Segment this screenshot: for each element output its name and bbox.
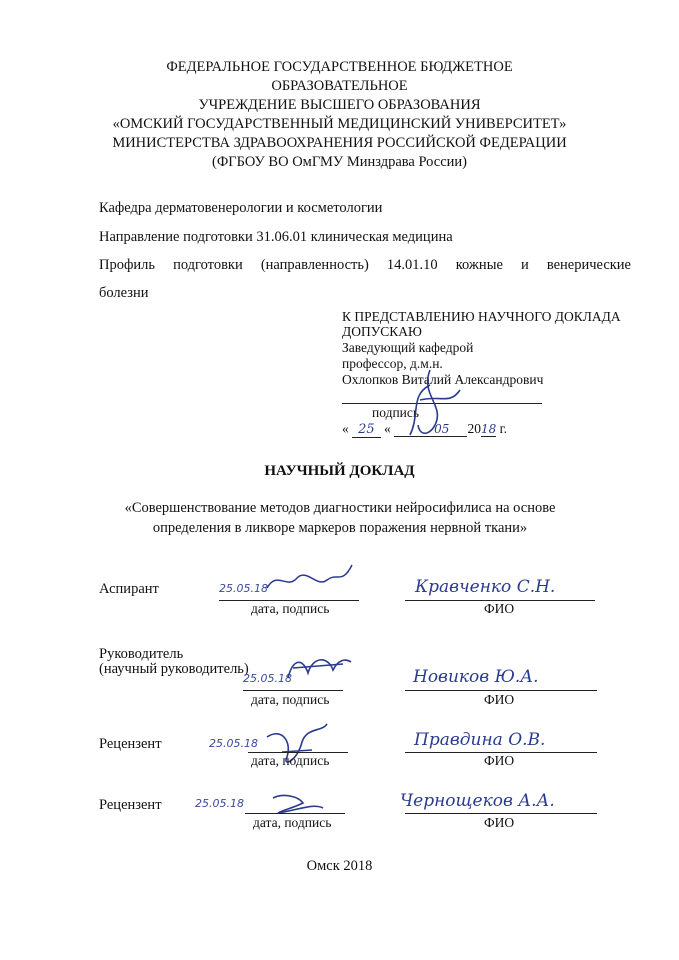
name-caption: ФИО [484, 601, 515, 616]
signature-line [243, 690, 343, 691]
direction: Направление подготовки 31.06.01 клиническая медицина [99, 229, 453, 245]
signatory-role: Рецензент [99, 736, 162, 752]
name-line [405, 690, 597, 691]
signature-date: 25.05.18 [195, 797, 244, 810]
approval-line1: К ПРЕДСТАВЛЕНИЮ НАУЧНОГО ДОКЛАДА [342, 309, 621, 324]
head-of-department-name: Охлопков Виталий Александрович [342, 372, 544, 387]
date-quote: « [384, 421, 391, 436]
signatory-name: Правдина О.В. [414, 730, 546, 750]
signature-date: 25.05.18 [209, 737, 258, 750]
document-title: НАУЧНЫЙ ДОКЛАД [264, 463, 415, 479]
institution-header [0, 58, 679, 172]
department: Кафедра дерматовенерологии и косметологии [99, 200, 383, 216]
header-line: УЧРЕЖДЕНИЕ ВЫСШЕГО ОБРАЗОВАНИЯ [198, 97, 481, 113]
signatory-name: Новиков Ю.А. [413, 667, 539, 687]
date-quote: « [342, 421, 349, 436]
signature-icon [283, 648, 353, 688]
signatory-role: Аспирант [99, 581, 159, 597]
report-topic [60, 498, 620, 538]
city-year: Омск 2018 [306, 858, 373, 874]
signature-caption: дата, подпись [251, 601, 330, 616]
date-year: 18 [480, 422, 497, 436]
name-caption: ФИО [484, 692, 515, 707]
profile-line: Профиль подготовки (направленность) 14.01.10 кожные и венерические [99, 257, 631, 273]
name-caption: ФИО [484, 815, 515, 830]
header-line: МИНИСТЕРСТВА ЗДРАВООХРАНЕНИЯ РОССИЙСКОЙ ФЕДЕРАЦИИ [112, 135, 567, 151]
name-line [405, 813, 597, 814]
date-month: 05 [394, 422, 467, 437]
header-line: ФЕДЕРАЛЬНОЕ ГОСУДАРСТВЕННОЕ БЮДЖЕТНОЕ [166, 59, 513, 75]
header-line: (ФГБОУ ВО ОмГМУ Минздрава России) [211, 154, 468, 170]
name-caption: ФИО [484, 753, 515, 768]
topic-line: «Совершенствование методов диагностики нейросифилиса на основе [124, 500, 556, 516]
signatory-role: Рецензент [99, 797, 162, 813]
date-suffix: г. [499, 421, 507, 436]
approval-line2: ДОПУСКАЮ [342, 324, 422, 339]
signature-caption: подпись [372, 405, 420, 420]
signatory-name: Чернощеков А.А. [400, 791, 555, 811]
date-year-prefix: 20 [467, 421, 481, 436]
approval-line4: профессор, д.м.н. [342, 356, 443, 371]
signatory-role: Руководитель [99, 646, 184, 662]
signature-date: 25.05.18 [243, 672, 292, 685]
signatory-name: Кравченко С.Н. [415, 577, 556, 597]
signature-icon [262, 560, 362, 600]
signature-caption: дата, подпись [253, 815, 332, 830]
approval-line3: Заведующий кафедрой [342, 340, 474, 355]
head-signature-icon [390, 365, 470, 445]
profile-line-cont: болезни [99, 285, 149, 301]
signature-caption: дата, подпись [251, 753, 330, 768]
header-line: ОБРАЗОВАТЕЛЬНОЕ [271, 78, 408, 94]
header-line: «ОМСКИЙ ГОСУДАРСТВЕННЫЙ МЕДИЦИНСКИЙ УНИВЕРСИТЕТ» [112, 116, 567, 132]
signature-line [245, 813, 345, 814]
date-day: 25 [352, 422, 381, 438]
signature-date: 25.05.18 [219, 582, 268, 595]
topic-line: определения в ликворе маркеров поражения нервной ткани» [152, 520, 528, 536]
signature-caption: дата, подпись [251, 692, 330, 707]
signatory-role-detail: (научный руководитель) [99, 661, 249, 677]
